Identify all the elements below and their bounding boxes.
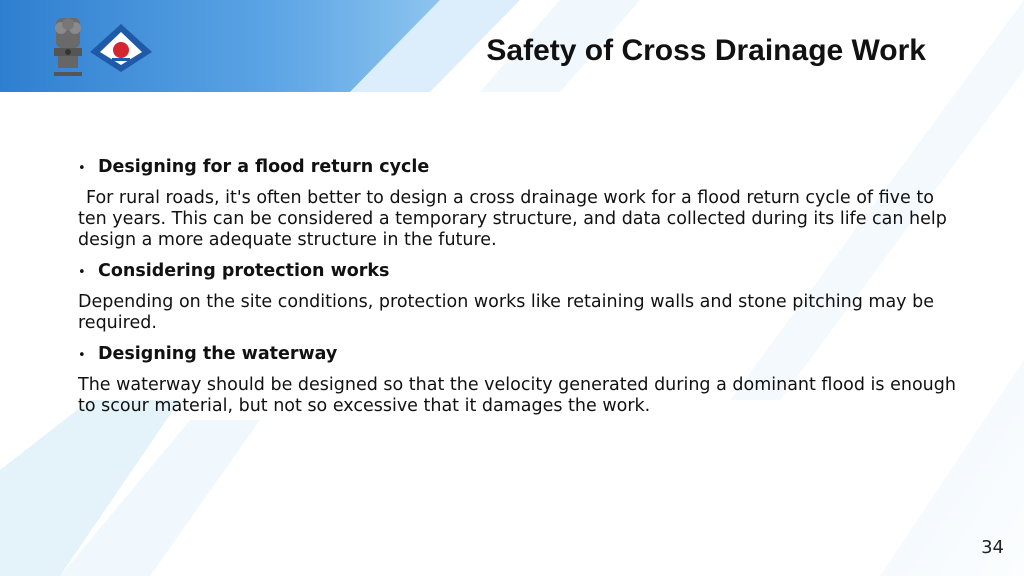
section-heading-text: Considering protection works — [98, 261, 390, 281]
slide-content — [78, 156, 958, 426]
emblem-wheel — [65, 49, 71, 55]
section-heading — [78, 156, 958, 180]
bullet-point: • — [78, 161, 86, 176]
section-paragraph: For rural roads, it's often better to design a cross drainage work for a flood return cycle of five to ten years. This can be considered a temporary structure, and data collected during its life can help design a more adequate structure in the future. — [78, 188, 947, 250]
emblem-lion-center — [62, 18, 74, 30]
section-paragraph: Depending on the site conditions, protection works like retaining walls and stone pitching may be required. — [78, 292, 934, 333]
bullet-point: • — [78, 348, 86, 363]
section-heading — [78, 343, 958, 367]
section-heading — [78, 260, 958, 284]
emblem-motto — [54, 72, 82, 76]
bis-logo-icon — [88, 22, 154, 74]
bis-logo-dot — [113, 42, 129, 58]
section-heading-text: Designing the waterway — [98, 344, 338, 364]
page-number: 34 — [981, 537, 1004, 558]
section-paragraph: The waterway should be designed so that the velocity generated during a dominant flood is enough to scour material, but not so excessive that it damages the work. — [78, 375, 956, 416]
national-emblem-icon — [48, 14, 88, 82]
page-title: Safety of Cross Drainage Work — [486, 34, 926, 67]
bis-logo-bar — [112, 58, 130, 61]
section-heading-text: Designing for a flood return cycle — [98, 157, 430, 177]
bullet-point: • — [78, 265, 86, 280]
emblem-base — [58, 56, 78, 68]
